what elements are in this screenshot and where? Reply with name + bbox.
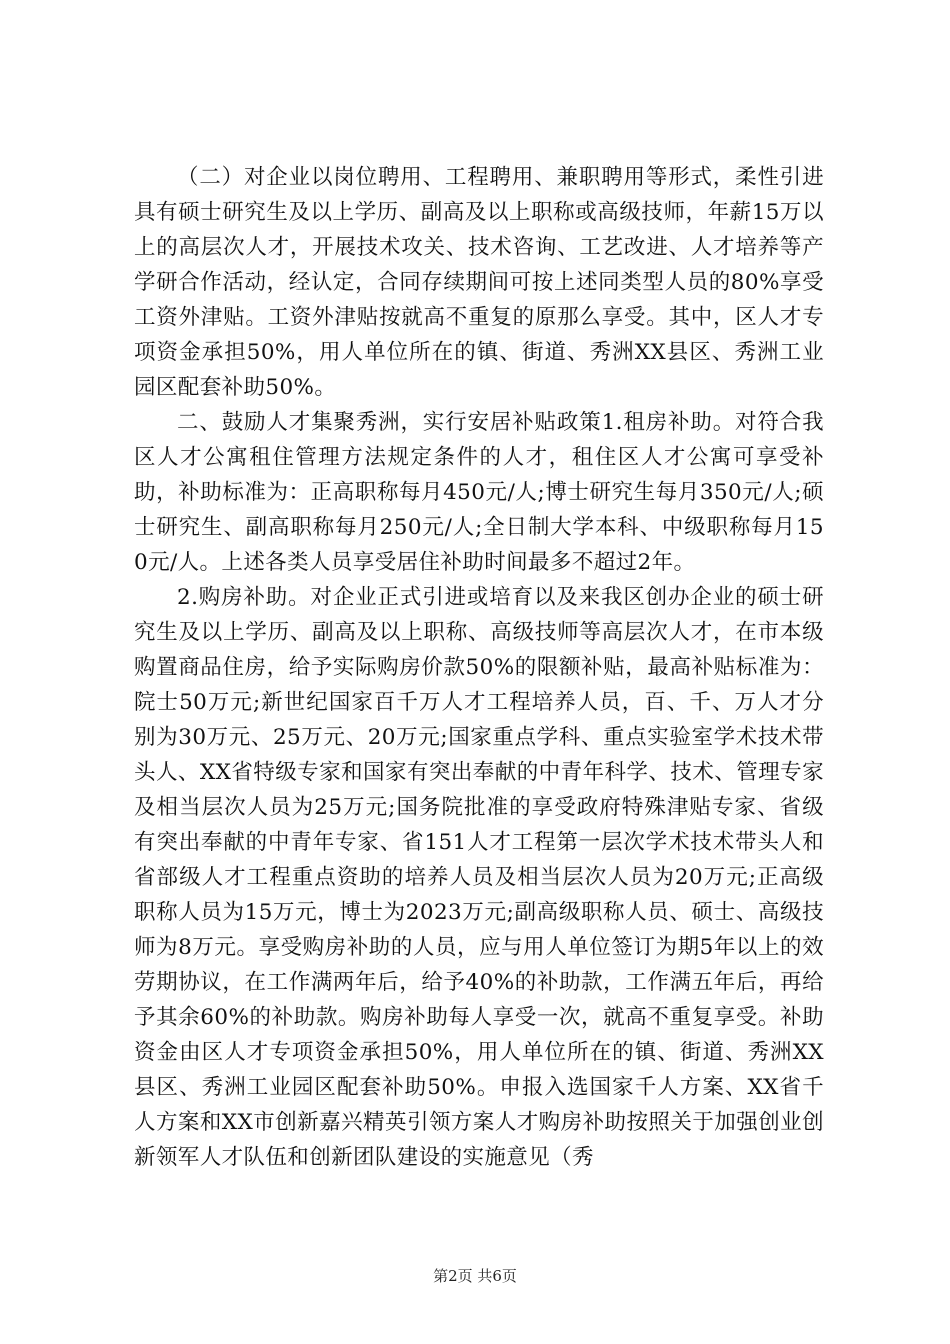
- page-number-footer: 第2页 共6页: [433, 1267, 517, 1285]
- paragraph-rental-subsidy: 二、鼓励人才集聚秀洲，实行安居补贴政策1.租房补助。对符合我区人才公寓租住管理方法规定条件的人才，租住区人才公寓可享受补助，补助标准为：正高职称每月450元/人;博士研究生每月350元/人;硕士研究生、副高职称每月250元/人;全日制大学本科、中级职称每月150元/人。上述各类人员享受居住补助时间最多不超过2年。: [134, 410, 824, 575]
- paragraph-flexible-talent-allowance: （二）对企业以岗位聘用、工程聘用、兼职聘用等形式，柔性引进具有硕士研究生及以上学历、副高及以上职称或高级技师，年薪15万以上的高层次人才，开展技术攻关、技术咨询、工艺改进、人才培养等产学研合作活动，经认定，合同存续期间可按上述同类型人员的80%享受工资外津贴。工资外津贴按就高不重复的原那么享受。其中，区人才专项资金承担50%，用人单位所在的镇、街道、秀洲XX县区、秀洲工业园区配套补助50%。: [134, 165, 824, 400]
- document-body: [134, 160, 824, 1175]
- paragraph-housing-purchase-subsidy: 2.购房补助。对企业正式引进或培育以及来我区创办企业的硕士研究生及以上学历、副高及以上职称、高级技师等高层次人才，在市本级购置商品住房，给予实际购房价款50%的限额补贴，最高补贴标准为：院士50万元;新世纪国家百千万人才工程培养人员，百、千、万人才分别为30万元、25万元、20万元;国家重点学科、重点实验室学术技术带头人、XX省特级专家和国家有突出奉献的中青年科学、技术、管理专家及相当层次人员为25万元;国务院批准的享受政府特殊津贴专家、省级有突出奉献的中青年专家、省151人才工程第一层次学术技术带头人和省部级人才工程重点资助的培养人员及相当层次人员为20万元;正高级职称人员为15万元，博士为2023万元;副高级职称人员、硕士、高级技师为8万元。享受购房补助的人员，应与用人单位签订为期5年以上的效劳期协议，在工作满两年后，给予40%的补助款，工作满五年后，再给予其余60%的补助款。购房补助每人享受一次，就高不重复享受。补助资金由区人才专项资金承担50%，用人单位所在的镇、街道、秀洲XX县区、秀洲工业园区配套补助50%。申报入选国家千人方案、XX省千人方案和XX市创新嘉兴精英引领方案人才购房补助按照关于加强创业创新领军人才队伍和创新团队建设的实施意见（秀: [134, 585, 824, 1170]
